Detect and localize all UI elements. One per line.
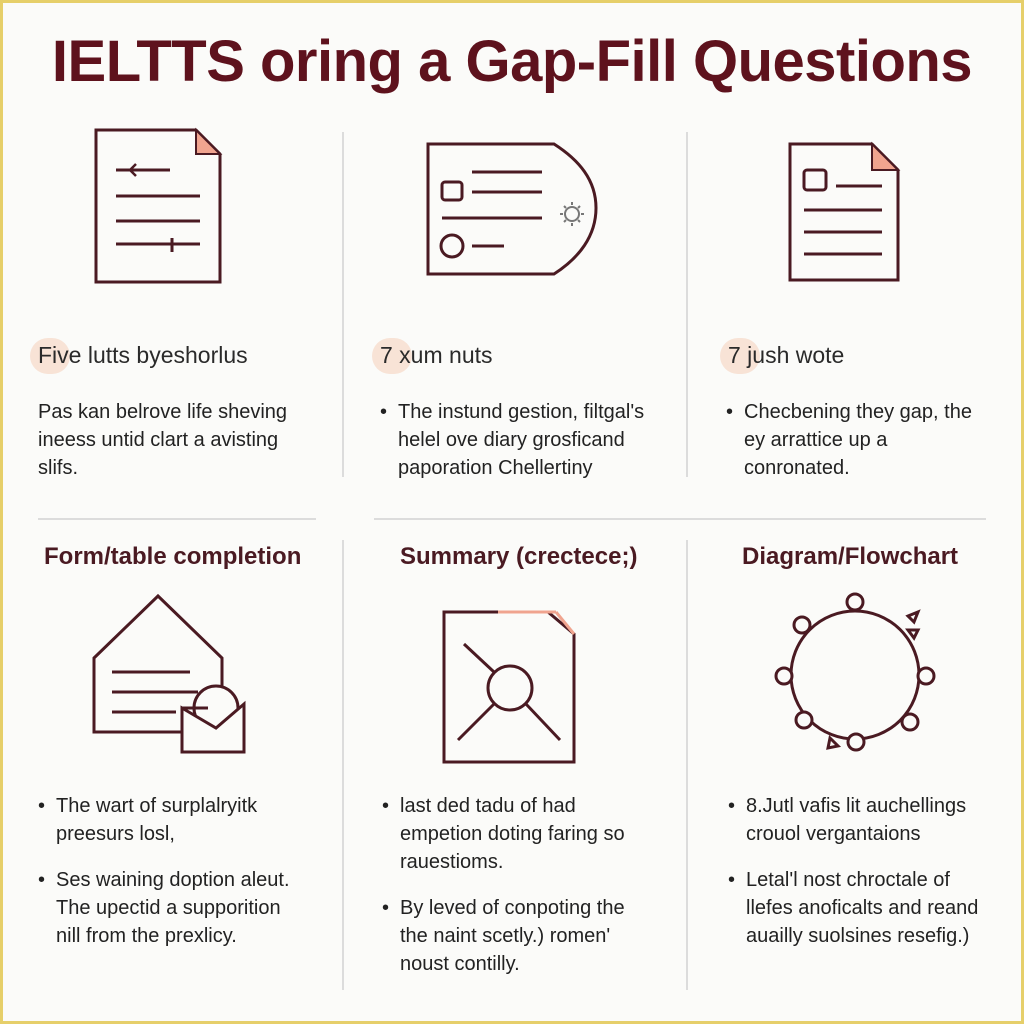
divider-bottom-2 <box>686 540 688 990</box>
divider-top-1 <box>342 132 344 477</box>
list-item: • Ses waining doption aleut. The upectid a supporition nill from the prexlicy. <box>38 866 308 950</box>
divider-middle-right <box>374 518 986 520</box>
top-col-3-bullets <box>726 398 996 500</box>
list-item: • Checbening they gap, the ey arrattice up a conronated. <box>726 398 996 482</box>
summary-bullets <box>382 792 656 996</box>
section-heading-diagram: Diagram/Flowchart <box>742 543 959 570</box>
divider-middle-left <box>38 518 316 520</box>
list-item: • The instund gestion, filtgal's helel ove diary grosficand paporation Chellertiny <box>380 398 660 482</box>
form-table-bullets <box>38 792 308 968</box>
diagram-bullets <box>728 792 1000 968</box>
envelope-house-icon <box>90 592 250 762</box>
list-item: • 8.Jutl vafis lit auchellings crouol vergantaions <box>728 792 1000 848</box>
divider-top-2 <box>686 132 688 477</box>
page-title: IELTTS oring a Gap-Fill Questions <box>51 29 973 94</box>
form-panel-icon <box>424 140 604 280</box>
document-icon <box>92 126 232 288</box>
section-heading-form-table: Form/table completion <box>44 543 302 570</box>
summary-frame-icon <box>438 606 583 768</box>
section-heading-summary: Summary (crectece;) <box>400 543 638 570</box>
top-col-2-bullets <box>380 398 660 500</box>
flow-cycle-icon <box>770 590 940 760</box>
top-col-2-heading: 7 xum nuts <box>380 342 493 369</box>
top-col-3-heading: 7 jush wote <box>728 342 844 369</box>
list-document-icon <box>786 140 906 286</box>
divider-bottom-1 <box>342 540 344 990</box>
top-col-1-heading: Five lutts byeshorlus <box>38 342 248 369</box>
list-item: • Letal'l nost chroctale of llefes anoficalts and reand auailly suolsines resefig.) <box>728 866 1000 950</box>
top-col-1-text: Pas kan belrove life sheving ineess untid clart a avisting slifs. <box>38 401 288 479</box>
list-item: • The wart of surplalryitk preesurs losl, <box>38 792 308 848</box>
list-item: • By leved of conpoting the the naint scetly.) romen' noust contilly. <box>382 894 656 978</box>
list-item: • last ded tadu of had empetion doting faring so rauestioms. <box>382 792 656 876</box>
